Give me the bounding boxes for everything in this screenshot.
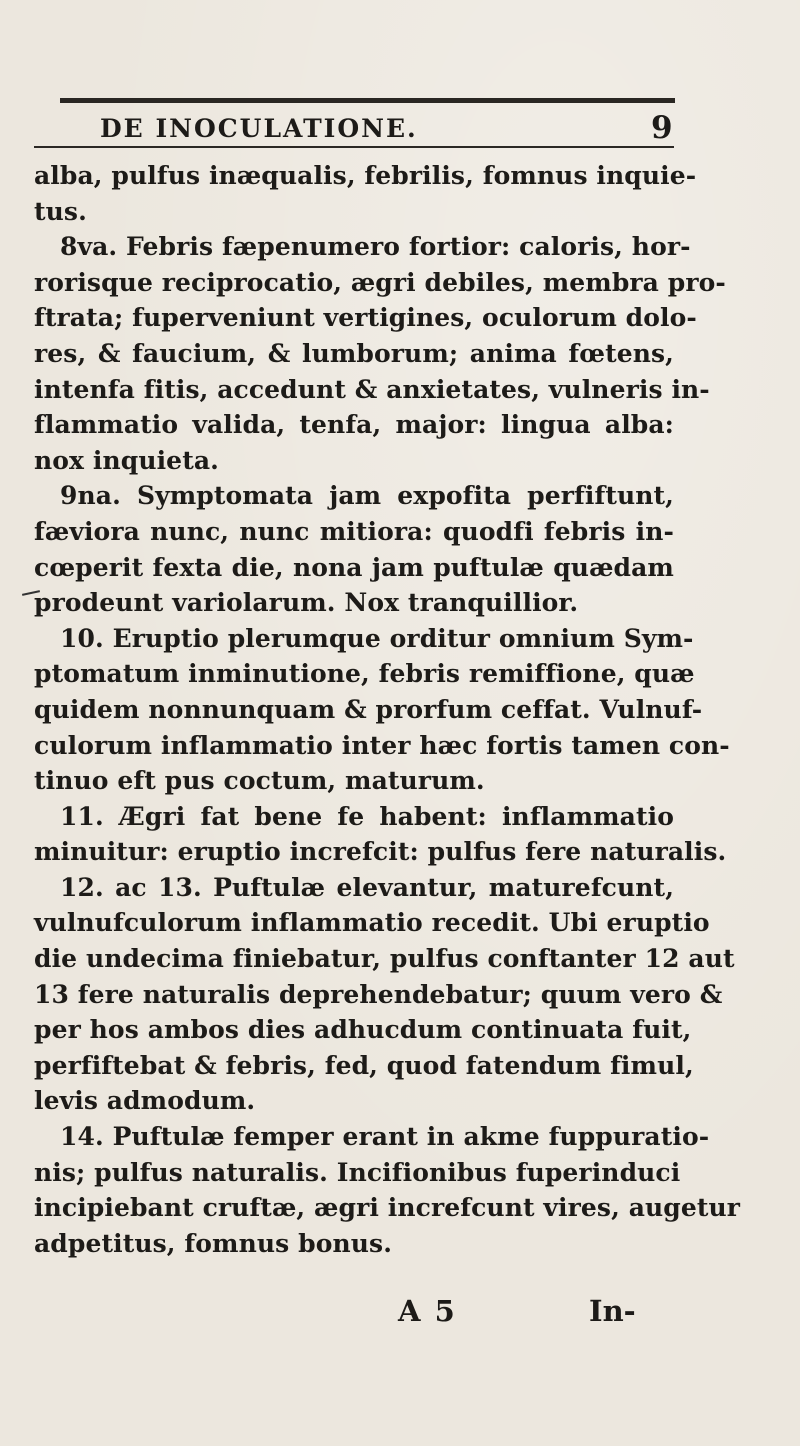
text-line: 8va. Febris fæpenumero fortior: caloris, hor- [60, 232, 691, 262]
text-line: die undecima finiebatur, pulfus conftanter 12 aut [34, 944, 735, 974]
text-line: cœperit fexta die, nona jam puftulæ quædam [34, 552, 674, 582]
text-line: levis admodum. [34, 1086, 256, 1116]
text-line: fæviora nunc, nunc mitiora: quodfi febris in- [34, 516, 674, 546]
text-line: 14. Puftulæ femper erant in akme fuppuratio- [60, 1122, 710, 1152]
text-line: alba, pulfus inæqualis, febrilis, fomnus inquie- [34, 161, 697, 190]
text-line: adpetitus, fomnus bonus. [34, 1228, 393, 1258]
text-line: minuitur: eruptio increfcit: pulfus fere naturalis. [34, 837, 727, 867]
text-line: culorum inflammatio inter hæc fortis tamen con- [34, 730, 730, 760]
text-line: 11. Ægri fat bene fe habent: inflammatio [60, 801, 674, 831]
text-line: incipiebant cruftæ, ægri increfcunt vires, augetur [34, 1193, 741, 1223]
text-line: 12. ac 13. Puftulæ elevantur, maturefcunt, [60, 872, 674, 902]
text-line: quidem nonnunquam & prorfum ceffat. Vulnuf- [34, 694, 703, 724]
text-line: res, & faucium, & lumborum; anima fœtens, [34, 338, 674, 368]
text-line: per hos ambos dies adhucdum continuata fuit, [34, 1015, 692, 1045]
text-line: ftrata; fuperveniunt vertigines, oculorum dolo- [34, 303, 697, 333]
text-line: prodeunt variolarum. Nox tranquillior. [34, 588, 579, 618]
signature-mark: A 5 [398, 1294, 457, 1328]
text-line: 10. Eruptio plerumque orditur omnium Sym- [60, 623, 694, 653]
text-line: perfiftebat & febris, fed, quod fatendum fimul, [34, 1050, 694, 1080]
body-text [34, 158, 741, 1261]
text-line: intenfa fitis, accedunt & anxietates, vulneris in- [34, 374, 710, 404]
running-head: DE INOCULATIONE. [100, 114, 418, 143]
text-line: nox inquieta. [34, 445, 219, 475]
text-line: flammatio valida, tenfa, major: lingua alba: [34, 410, 674, 440]
top-rule [60, 98, 675, 103]
header-rule [34, 146, 674, 148]
text-line: rorisque reciprocatio, ægri debiles, membra pro- [34, 267, 726, 297]
text-line: ptomatum inminutione, febris remiffione, quæ [34, 659, 695, 689]
text-line: tus. [34, 196, 87, 226]
text-line: tinuo eft pus coctum, maturum. [34, 766, 485, 796]
text-line: 13 fere naturalis deprehendebatur; quum vero & [34, 979, 723, 1009]
page-number: 9 [651, 110, 673, 146]
catchword: In- [589, 1294, 636, 1328]
text-line: nis; pulfus naturalis. Incifionibus fuperinduci [34, 1157, 681, 1187]
text-line: 9na. Symptomata jam expofita perfiftunt, [60, 481, 674, 511]
text-line: vulnufculorum inflammatio recedit. Ubi eruptio [34, 908, 710, 938]
